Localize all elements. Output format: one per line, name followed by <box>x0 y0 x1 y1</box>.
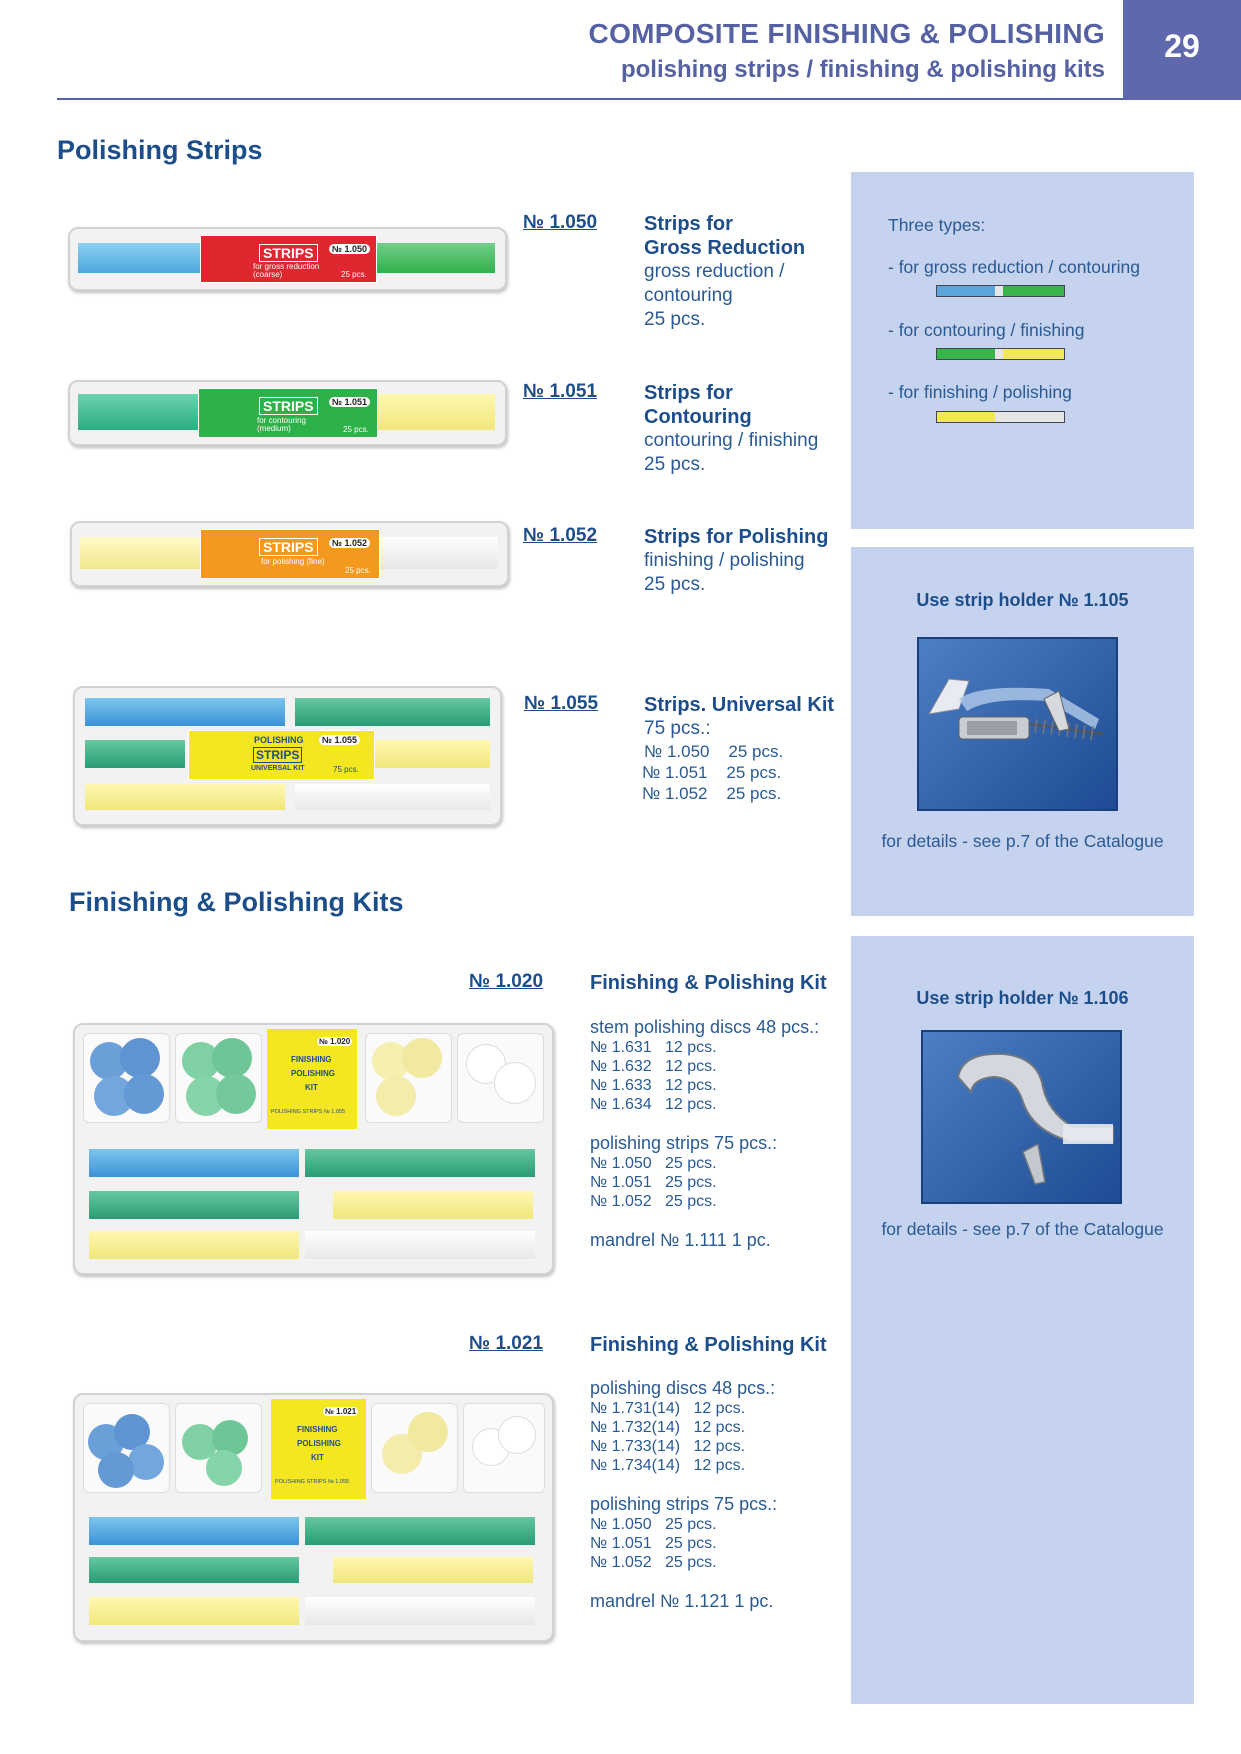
disc-item: № 1.733(14) 12 pcs. <box>590 1438 746 1455</box>
strip-item: № 1.050 25 pcs. <box>590 1155 717 1172</box>
pack-qty: 25 pcs. <box>345 566 371 575</box>
product-block-1-050 <box>644 212 844 332</box>
pack-strips: POLISHING STRIPS № 1.055 <box>275 1479 350 1485</box>
product-desc: contouring / finishing <box>644 430 819 451</box>
product-image-1-055 <box>73 686 502 826</box>
kit-item: № 1.050 25 pcs. <box>644 742 784 761</box>
disc-item: № 1.631 12 pcs. <box>590 1039 717 1056</box>
product-block-1-051 <box>644 381 844 477</box>
pack-number: № 1.052 <box>329 538 370 548</box>
disc-item: № 1.632 12 pcs. <box>590 1058 717 1075</box>
product-title-line2: Contouring <box>644 406 752 428</box>
mandrel: mandrel № 1.111 1 pc. <box>590 1230 771 1250</box>
kit-item: № 1.051 25 pcs. <box>642 763 782 782</box>
pack-line: KIT <box>305 1083 318 1092</box>
pack-strips: POLISHING STRIPS № 1.055 <box>271 1109 346 1115</box>
product-title-line1: Strips for <box>644 382 733 404</box>
disc-item: № 1.734(14) 12 pcs. <box>590 1457 746 1474</box>
pack-word: STRIPS <box>253 747 302 763</box>
pack-number: № 1.051 <box>329 397 370 407</box>
holder-note-1: for details - see p.7 of the Catalogue <box>881 831 1164 851</box>
pack-line: POLISHING <box>291 1069 336 1078</box>
pack-qty: 75 pcs. <box>333 765 359 774</box>
product-code-1-055: № 1.055 <box>524 693 599 714</box>
product-qty: 25 pcs. <box>644 454 706 475</box>
kit-code-1-020: № 1.020 <box>469 971 544 992</box>
kit-code-1-021: № 1.021 <box>469 1333 544 1354</box>
pack-sub: for polishing (fine) <box>261 557 325 566</box>
product-image-1-051 <box>68 380 507 446</box>
product-block-1-052 <box>644 525 854 597</box>
pack-number: № 1.020 <box>319 1037 351 1046</box>
product-desc: gross reduction / <box>644 261 785 282</box>
product-code-1-050: № 1.050 <box>523 212 598 233</box>
product-title-line2: Gross Reduction <box>644 237 806 259</box>
types-heading: Three types: <box>888 215 986 235</box>
discs-heading: stem polishing discs 48 pcs.: <box>590 1017 820 1037</box>
product-block-1-055 <box>644 693 864 804</box>
kit-item: № 1.052 25 pcs. <box>642 784 782 803</box>
pack-qty: 25 pcs. <box>341 270 367 279</box>
kit-title-1-020: Finishing & Polishing Kit <box>590 972 827 994</box>
type-swatch-3 <box>936 411 1065 423</box>
pack-word: STRIPS <box>259 244 318 262</box>
strips-heading: polishing strips 75 pcs.: <box>590 1133 778 1153</box>
pack-sub: for contouring (medium) <box>257 416 306 433</box>
product-qty: 25 pcs. <box>644 309 706 330</box>
type-label-1: - for gross reduction / contouring <box>888 257 1140 277</box>
holder-note-2: for details - see p.7 of the Catalogue <box>881 1219 1164 1239</box>
section-title-strips: Polishing Strips <box>57 135 263 165</box>
product-desc: contouring <box>644 285 733 306</box>
type-label-2: - for contouring / finishing <box>888 320 1085 340</box>
pack-line: FINISHING <box>297 1425 338 1434</box>
type-swatch-1 <box>936 285 1065 297</box>
product-desc: finishing / polishing <box>644 550 805 571</box>
strip-item: № 1.050 25 pcs. <box>590 1516 717 1533</box>
pack-word: STRIPS <box>259 397 318 415</box>
disc-item: № 1.634 12 pcs. <box>590 1096 717 1113</box>
kit-image-1-021 <box>73 1393 554 1642</box>
type-label-3: - for finishing / polishing <box>888 382 1072 402</box>
strip-item: № 1.051 25 pcs. <box>590 1174 717 1191</box>
product-image-1-052 <box>70 521 509 587</box>
pack-number: № 1.050 <box>329 244 370 254</box>
product-title: Strips. Universal Kit <box>644 694 835 716</box>
pack-sub: UNIVERSAL KIT <box>251 765 305 772</box>
kit-title-1-021: Finishing & Polishing Kit <box>590 1334 827 1356</box>
strip-holder-icon <box>919 639 1116 809</box>
strip-item: № 1.051 25 pcs. <box>590 1535 717 1552</box>
strip-holder-1105-photo <box>917 637 1118 811</box>
pack-line: POLISHING <box>297 1439 342 1448</box>
strip-holder-1106-photo <box>921 1030 1122 1204</box>
type-swatch-2 <box>936 348 1065 360</box>
mandrel: mandrel № 1.121 1 pc. <box>590 1591 774 1611</box>
pack-word: STRIPS <box>259 538 318 556</box>
pack-line: KIT <box>311 1453 324 1462</box>
product-qty: 25 pcs. <box>644 574 706 595</box>
page-number: 29 <box>1164 28 1200 64</box>
pack-top: POLISHING <box>254 735 304 745</box>
strip-item: № 1.052 25 pcs. <box>590 1554 717 1571</box>
product-code-1-052: № 1.052 <box>523 525 598 546</box>
kit-contents-1-020 <box>590 1016 819 1251</box>
header-title: COMPOSITE FINISHING & POLISHING <box>588 18 1105 49</box>
disc-item: № 1.633 12 pcs. <box>590 1077 717 1094</box>
product-image-1-050 <box>68 227 507 291</box>
header-rule <box>57 98 1123 100</box>
strip-item: № 1.052 25 pcs. <box>590 1193 717 1210</box>
pack-qty: 25 pcs. <box>343 425 369 434</box>
pack-sub: for gross reduction (coarse) <box>253 262 320 279</box>
strip-holder-icon <box>923 1032 1120 1202</box>
holder-title-1: Use strip holder № 1.105 <box>916 590 1129 610</box>
pack-number: № 1.021 <box>325 1407 357 1416</box>
product-qty: 75 pcs.: <box>644 718 711 739</box>
disc-item: № 1.732(14) 12 pcs. <box>590 1419 746 1436</box>
kit-image-1-020 <box>73 1023 554 1275</box>
section-title-kits: Finishing & Polishing Kits <box>69 887 404 917</box>
header-subtitle: polishing strips / finishing & polishing kits <box>620 56 1105 83</box>
pack-line: FINISHING <box>291 1055 332 1064</box>
product-title-line1: Strips for <box>644 213 733 235</box>
pack-number: № 1.055 <box>319 735 360 745</box>
discs-heading: polishing discs 48 pcs.: <box>590 1378 776 1398</box>
kit-contents-1-021 <box>590 1377 777 1612</box>
holder-title-2: Use strip holder № 1.106 <box>916 988 1129 1008</box>
disc-item: № 1.731(14) 12 pcs. <box>590 1400 746 1417</box>
product-code-1-051: № 1.051 <box>523 381 598 402</box>
strips-heading: polishing strips 75 pcs.: <box>590 1494 778 1514</box>
product-title: Strips for Polishing <box>644 526 829 548</box>
